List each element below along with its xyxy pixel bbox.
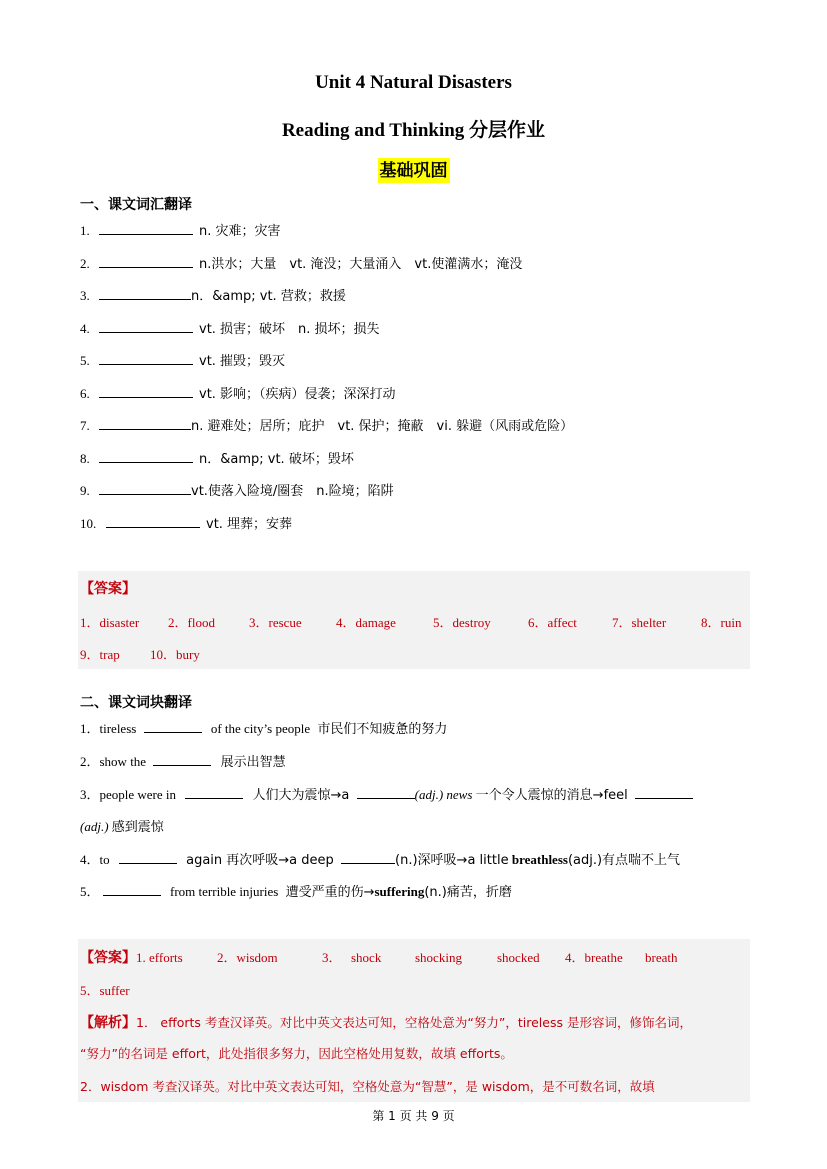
answers-row-1: 1．disaster 2．flood 3．rescue 4．damage 5．destroy 6．affect 7．shelter 8．ruin [80,615,742,630]
answer-blank[interactable] [103,882,161,896]
phrase-item-4: 4．to again 再次呼吸→a deep (n.)深呼吸→a little breathless(adj.)有点喘不上气 [80,852,681,868]
answer-blank[interactable] [185,785,243,799]
answer-blank[interactable] [99,416,191,430]
section1-heading: 一、课文词汇翻译 [80,198,192,213]
answer-blank[interactable] [106,514,200,528]
answer-label: 【答案】 [80,581,136,597]
phrase-item-1: 1．tireless of the city’s people 市民们不知疲惫的努力 [80,721,448,737]
page-title: Unit 4 Natural Disasters [315,72,512,93]
vocab-item-2: 2. n.洪水；大量 vt. 淹没；大量涌入 vt.使灌满水；淹没 [80,256,523,272]
answer-blank[interactable] [99,384,193,398]
phrase-item-3b: (adj.) 感到震惊 [80,819,164,835]
phrase-item-3: 3．people were in 人们大为震惊→a (adj.) news 一个令人震惊的消息→feel [80,785,699,805]
analysis-line-1: 【解析】1． efforts 考查汉译英。对比中英文表达可知，空格处意为“努力”，tireless 是形容词，修饰名词， [80,1015,692,1031]
level-badge: 基础巩固 [378,158,450,183]
vocab-item-8: 8. n．&amp; vt. 破坏；毁坏 [80,451,354,467]
answers2-row-1: 【答案】1. efforts 2．wisdom 3． shock shocking shocked 4．breathe breath [80,950,678,966]
vocab-item-4: 4. vt. 损害；破坏 n. 损坏；损失 [80,321,380,337]
level-badge-wrap [0,158,827,183]
vocab-item-10: 10. vt. 埋葬；安葬 [80,516,293,532]
answer-blank[interactable] [144,719,202,733]
answers-row-2: 9．trap 10．bury [80,647,200,662]
answer-blank[interactable] [99,351,193,365]
answer-blank[interactable] [99,481,191,495]
vocab-item-1: 1. n. 灾难；灾害 [80,223,281,239]
answer-blank[interactable] [341,850,395,864]
answer-blank[interactable] [119,850,177,864]
answer-blank[interactable] [635,785,693,799]
page-footer: 第 1 页 共 9 页 [372,1109,455,1123]
answer-blank[interactable] [99,319,193,333]
analysis-line-2: “努力”的名词是 effort，此处指很多努力，因此空格处用复数，故填 efforts。 [80,1046,513,1061]
phrase-item-2: 2．show the 展示出智慧 [80,754,286,770]
section2-heading: 二、课文词块翻译 [80,696,192,711]
answer-blank[interactable] [153,752,211,766]
answer-blank[interactable] [99,254,193,268]
vocab-item-9: 9. vt.使落入险境/圈套 n.险境；陷阱 [80,483,394,499]
answer-blank[interactable] [99,449,193,463]
vocab-item-7: 7. n. 避难处；居所；庇护 vt. 保护；掩蔽 vi. 躲避（风雨或危险） [80,418,574,434]
answer-blank[interactable] [99,286,191,300]
page-subtitle: Reading and Thinking 分层作业 [281,120,546,141]
vocab-item-3: 3. n．&amp; vt. 营救；救援 [80,288,346,304]
analysis-line-3: 2．wisdom 考查汉译英。对比中英文表达可知，空格处意为“智慧”，是 wisdom，是不可数名词，故填 [80,1079,655,1094]
phrase-item-5: 5． from terrible injuries 遭受严重的伤→suffering(n.)痛苦，折磨 [80,884,512,900]
answer-blank[interactable] [99,221,193,235]
vocab-item-6: 6. vt. 影响；（疾病）侵袭；深深打动 [80,386,396,402]
vocab-item-5: 5. vt. 摧毁；毁灭 [80,353,286,369]
answer-blank[interactable] [357,785,415,799]
answers2-row-2: 5．suffer [80,983,130,998]
